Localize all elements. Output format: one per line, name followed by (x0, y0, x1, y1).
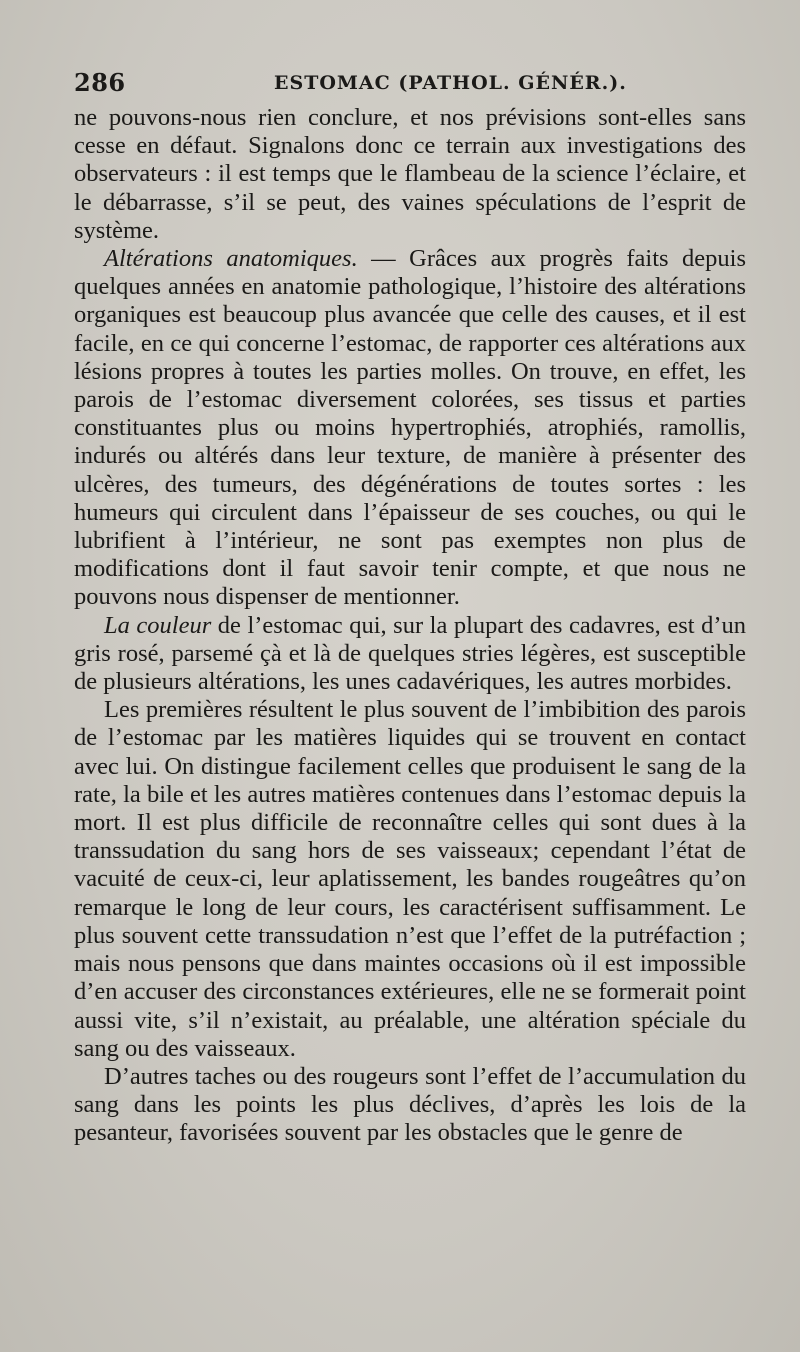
paragraph (74, 104, 746, 245)
body-text (74, 104, 746, 1148)
paragraph (74, 245, 746, 612)
paragraph (74, 612, 746, 697)
running-title-sub: (PATHOL. GÉNÉR.). (398, 72, 627, 94)
paragraph-text: ne pouvons-nous rien conclure, et nos prévisions sont-elles sans cesse en défaut. Signalons donc ce terrain aux investigations des observateurs : il est temps que le flambeau de la science l’éclaire, et le débarrasse, s’il se peut, des vaines spéculations de l’esprit de système. (74, 104, 746, 244)
paragraph-text: — Grâces aux progrès faits depuis quelques années en anatomie pathologique, l’histoire des altérations organiques est beaucoup plus avancée que celle des causes, et il est facile, en ce qui concerne l’estomac, de rapporter ces altérations aux lésions propres à toutes les parties molles. On trouve, en effet, les parois de l’estomac diversement colorées, ses tissus et parties constituantes plus ou moins hypertrophiés, atrophiés, ramollis, indurés ou altérés dans leur texture, de manière à présenter des ulcères, des tumeurs, des dégénérations de toutes sortes : les humeurs qui circulent dans l’épaisseur de ses couches, ou qui le lubrifient à l’intérieur, ne sont pas exemptes non plus de modifications dont il faut savoir tenir compte, et que nous ne pouvons nous dispenser de mentionner. (74, 245, 746, 611)
paragraph-text: Les premières résultent le plus souvent de l’imbibition des parois de l’estomac par les matières liquides qui se trouvent en contact avec lui. On distingue facilement celles que produisent le sang de la rate, la bile et les autres matières contenues dans l’estomac depuis la mort. Il est plus difficile de reconnaître celles qui sont dues à la transsudation du sang hors de ses vaisseaux; cependant l’état de vacuité de ceux-ci, leur aplatissement, les bandes rougeâtres qu’on remarque le long de leur cours, les caractérisent suffisamment. Le plus souvent cette transsudation n’est que l’effet de la putréfaction ; mais nous pensons que dans maintes occasions où il est impossible d’en accuser des circonstances extérieures, elle ne se formerait point aussi vite, s’il n’existait, au préalable, une altération spéciale du sang ou des vaisseaux. (74, 696, 746, 1062)
running-title (274, 72, 627, 94)
page-number: 286 (74, 68, 126, 97)
paragraph-lead: La couleur (104, 611, 212, 639)
running-head (74, 68, 754, 102)
paragraph-text: de l’estomac qui, sur la plupart des cadavres, est d’un gris rosé, parsemé çà et là de quelques stries légères, est susceptible de plusieurs altérations, les unes cadavériques, les autres morbides. (74, 611, 746, 696)
running-title-main: ESTOMAC (274, 72, 391, 94)
paragraph (74, 1063, 746, 1148)
paragraph-text: D’autres taches ou des rougeurs sont l’effet de l’accumulation du sang dans les points les plus déclives, d’après les lois de la pesanteur, favorisées souvent par les obstacles que le genre de (74, 1062, 746, 1147)
section-heading: Altérations anatomiques. (104, 245, 358, 273)
paragraph (74, 696, 746, 1063)
